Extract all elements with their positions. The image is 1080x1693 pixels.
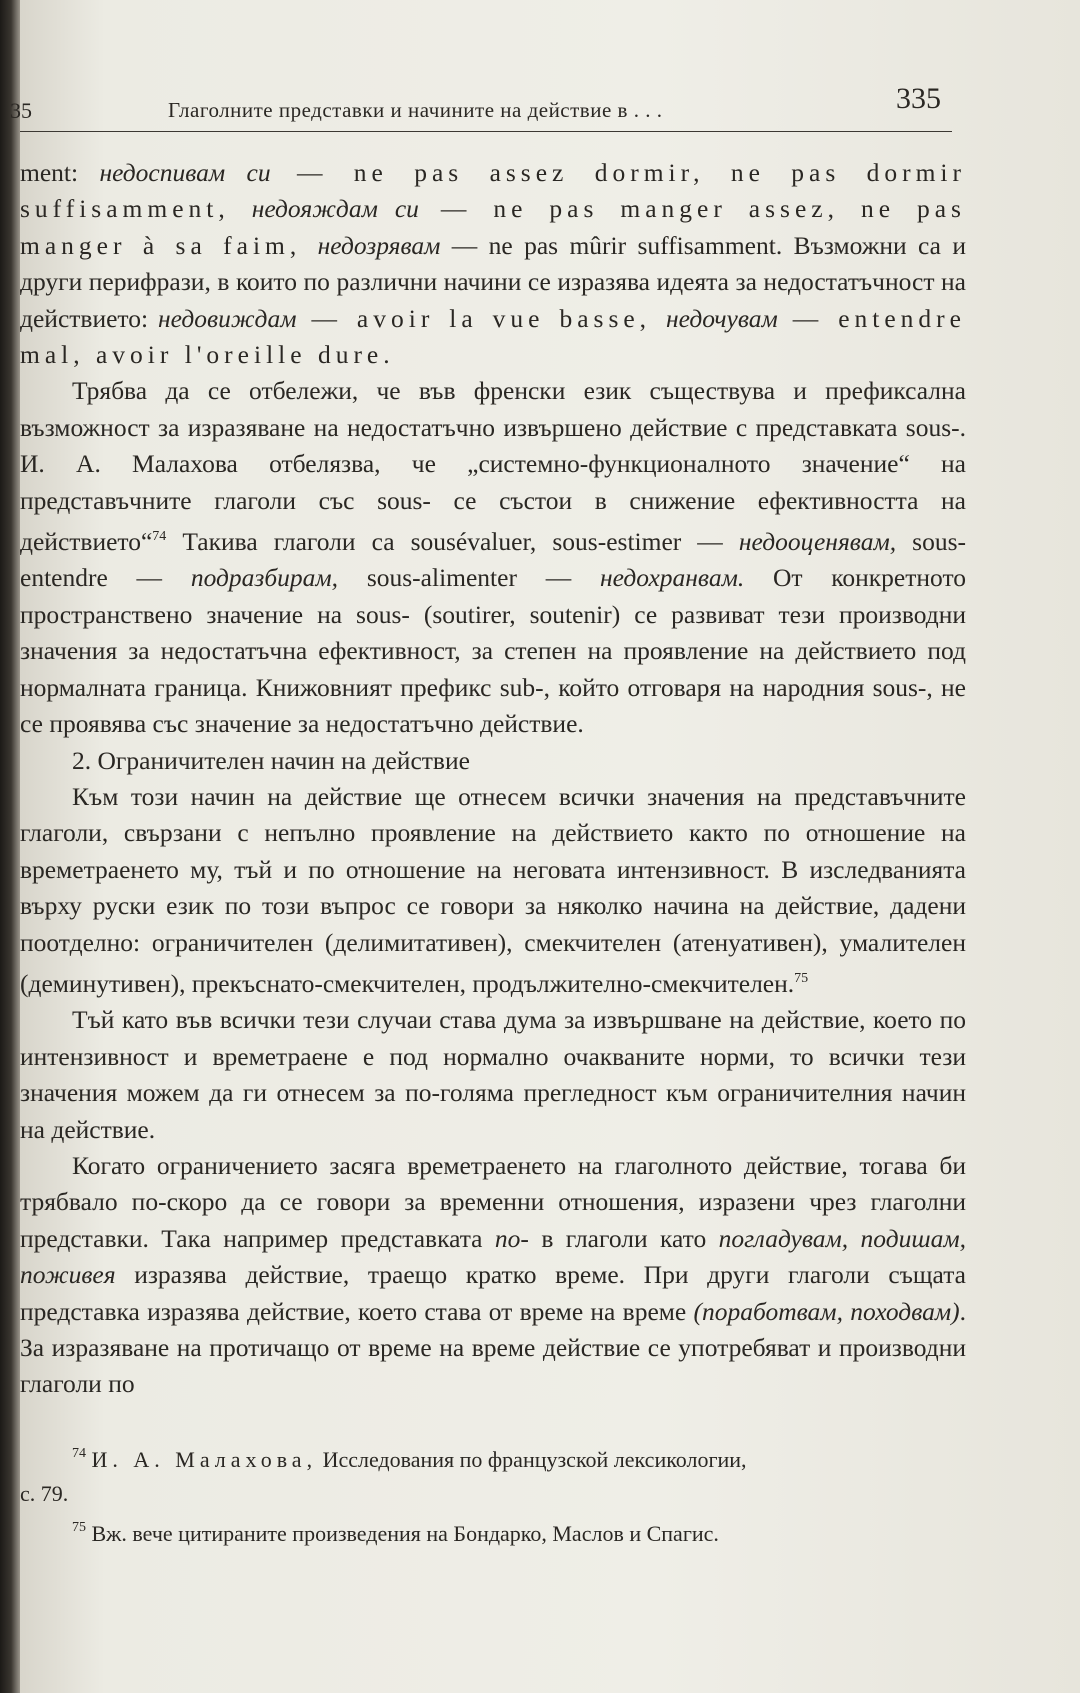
- text-run: Към този начин на действие ще отнесем всички значения на представъчните глаголи, свързани с непълно проявление на действието както по отношение на времетраенето му, тъй и по отношение на неговата интензивност. В изследванията върху руски език по този въпрос се говори за няколко начина на действие, дадени поотделно: ограничителен (делимитативен), смекчителен (атенуативен), умалителен (деминутивен), прекъснато-смекчителен, продължително-смекчителен.: [20, 781, 966, 998]
- text-run: . За изразяване на протичащо от време на време действие се употребяват и производни глаголи по: [20, 1296, 966, 1399]
- body-text: [20, 155, 966, 1403]
- italic-term: недояждам си: [251, 194, 419, 224]
- text-run: Трябва да се отбележи, че във френски език съществува и префиксална възможност за изразяване на недостатъчно извършено действие с представката sous-. И. А. Малахова отбелязва, че „системно-функционалното значение“ на представъчните глаголи със sous- се състои в снижение ефективността на действието“: [20, 376, 966, 557]
- text-run: От конкретното пространствено значение на sous- (soutirer, soutenir) се развиват тези производни значения за недостатъчна ефективност, за степен на проявление на действието под нормалната граница. Книжовният префикс sub-, който отговаря на народния sous-, не се проявява със значение за недостатъчно действие.: [20, 563, 967, 739]
- text-run: Такива глаголи са sousévaluer, sous-estimer —: [166, 527, 739, 557]
- text-run: ment:: [20, 158, 100, 187]
- italic-term: (поработвам, походвам): [693, 1296, 960, 1326]
- text-run: изразява действие, траещо кратко време. При други глаголи същата представка изразява действие, което става от време на време: [20, 1260, 966, 1326]
- footnote-number: 75: [72, 1520, 86, 1535]
- italic-term: подразбирам,: [190, 563, 339, 593]
- header-rule: [20, 131, 952, 132]
- book-page: [10, 0, 1080, 1693]
- footnote-75: [20, 1511, 966, 1551]
- text-run: — ne pas mûrir suffisamment. Възможни са и други перифрази, в които по различни начини се изразява идеята за недостатъчност на действието:: [20, 230, 966, 333]
- footnote-text: Исследования по французской лексикологии,: [317, 1447, 747, 1472]
- text-run: sous-entendre —: [20, 527, 966, 593]
- italic-term: недохранвам.: [599, 563, 745, 593]
- section-heading: 2. Ограничителен начин на действие: [72, 745, 470, 775]
- italic-term: недооценявам,: [738, 527, 897, 557]
- paragraph-2: [20, 373, 966, 742]
- book-binding-shadow: [0, 0, 20, 1693]
- text-run: Когато ограничението засяга времетраенето на глаголното действие, тогава би трябвало по-скоро да се говори за временни отношения, изразени чрез глаголни представки. Така например представката: [20, 1150, 966, 1253]
- paragraph-1: [20, 155, 966, 373]
- footnote-ref-75[interactable]: 75: [794, 970, 809, 986]
- paragraph-5: Тъй като във всички тези случаи става дума за извършване на действие, което по интензивност и времетраене е под нормално очакваните норми, то всички тези значения можем да ги отнесем за по-голяма прегледност към ограничителния начин на действие.: [20, 1005, 966, 1144]
- running-title: Глаголните представки и начините на действие в . . .: [168, 98, 663, 122]
- page-number: 335: [896, 82, 941, 115]
- text-run: в глаголи като: [528, 1223, 719, 1253]
- footnote-74-continuation: с. 79.: [20, 1481, 69, 1506]
- italic-term: погладувам, подишам, поживея: [20, 1223, 966, 1290]
- text-run: sous-alimenter —: [338, 563, 600, 593]
- italic-term: недовиждам: [158, 303, 297, 333]
- french-gloss: — entendre mal, avoir l'oreille dure.: [20, 303, 966, 370]
- french-gloss: — ne pas manger assez, ne pas manger à sa faim,: [20, 194, 966, 260]
- paragraph-6: [20, 1148, 966, 1403]
- footnote-author: И. А. Малахова,: [91, 1447, 318, 1472]
- footnotes: [20, 1437, 966, 1551]
- page-header: [10, 78, 950, 123]
- facing-page-number-fragment: 35: [10, 98, 32, 123]
- footnote-74: [20, 1437, 966, 1477]
- footnote-number: 74: [72, 1446, 86, 1461]
- footnote-text: Вж. вече цитираните произведения на Бондарко, Маслов и Спагис.: [86, 1521, 719, 1546]
- italic-term: недочувам: [666, 303, 778, 333]
- footnote-ref-74[interactable]: 74: [152, 529, 167, 545]
- italic-term: недоспивам си: [99, 158, 271, 187]
- paragraph-4: [20, 779, 966, 1002]
- italic-term: по-: [494, 1223, 529, 1253]
- italic-term: недозрявам: [317, 230, 441, 260]
- french-gloss: — avoir la vue basse,: [296, 303, 667, 333]
- french-gloss: — ne pas assez dormir, ne pas dormir suffisamment,: [20, 158, 966, 224]
